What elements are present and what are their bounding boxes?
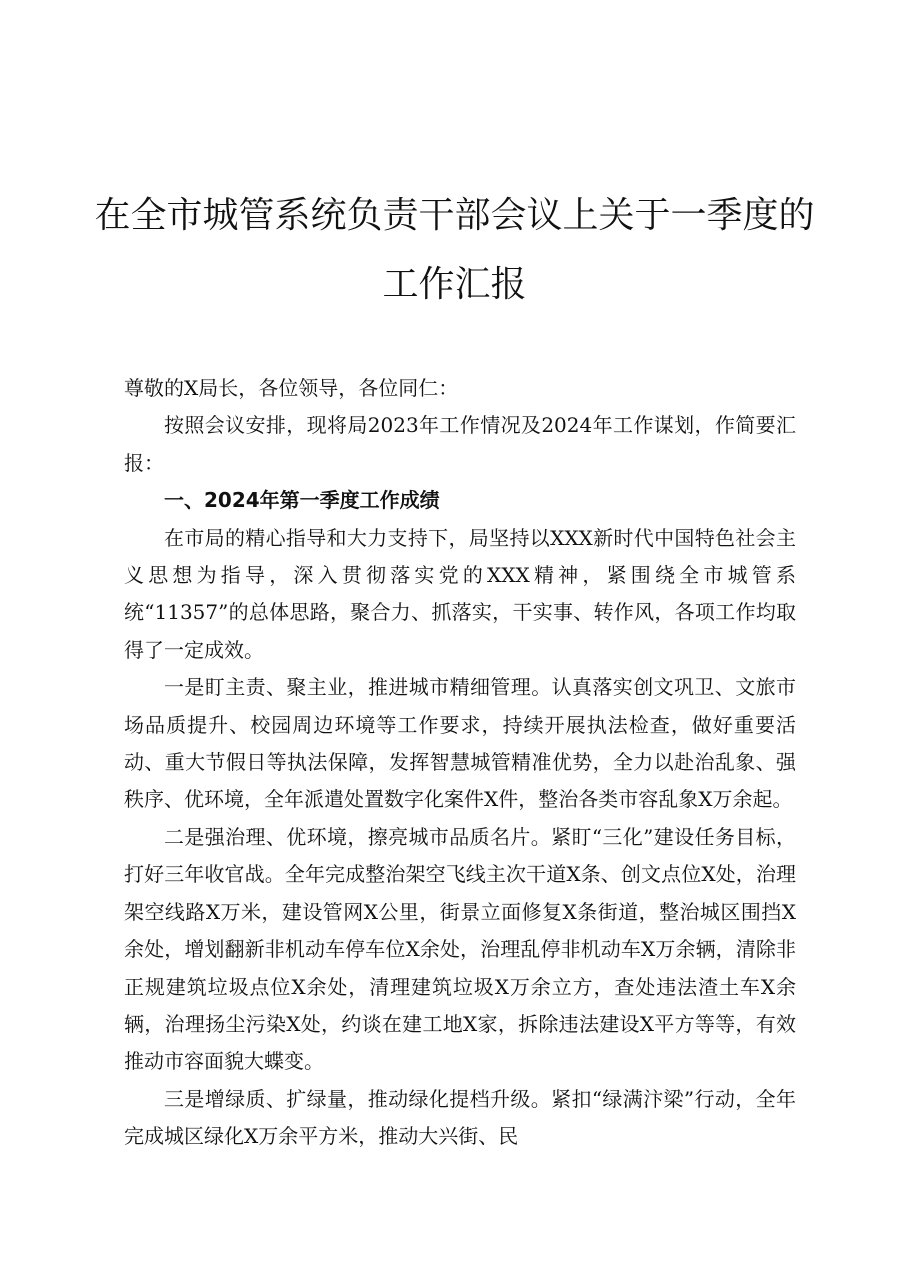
body-paragraph-3: 二是强治理、优环境，擦亮城市品质名片。紧盯“三化”建设任务目标，打好三年收官战。全年完成整治架空飞线主次干道X条、创文点位X处，治理架空线路X万米，建设管网X公里，街景立面修复X条街道，整治城区围挡X余处，增划翻新非机动车停车位X余处，治理乱停非机动车X万余辆，清除非正规建筑垃圾点位X余处，清理建筑垃圾X万余立方，查处违法渣土车X余辆，治理扬尘污染X处，约谈在建工地X家，拆除违法建设X平方等等，有效推动市容面貌大蝶变。 xyxy=(124,824,796,1074)
document-body xyxy=(124,370,796,1156)
body-paragraph-2: 一是盯主责、聚主业，推进城市精细管理。认真落实创文巩卫、文旅市场品质提升、校园周边环境等工作要求，持续开展执法检查，做好重要活动、重大节假日等执法保障，发挥智慧城管精准优势，全力以赴治乱象、强秩序、优环境，全年派遣处置数字化案件X件，整治各类市容乱象X万余起。 xyxy=(124,675,796,812)
section-heading: 一、2024年第一季度工作成绩 xyxy=(164,488,440,513)
document-title-line-2: 工作汇报 xyxy=(382,264,527,305)
intro-paragraph: 按照会议安排，现将局2023年工作情况及2024年工作谋划，作简要汇报： xyxy=(124,413,796,475)
salutation: 尊敬的X局长，各位领导，各位同仁： xyxy=(124,376,459,400)
document-title-line-1: 在全市城管系统负责干部会议上关于一季度的 xyxy=(94,195,815,236)
body-paragraph-4: 三是增绿质、扩绿量，推动绿化提档升级。紧扣“绿满汴梁”行动，全年完成城区绿化X万余平方米，推动大兴街、民 xyxy=(124,1086,796,1149)
body-paragraph-1: 在市局的精心指导和大力支持下，局坚持以XXX新时代中国特色社会主义思想为指导，深入贯彻落实党的XXX精神，紧围绕全市城管系统“11357”的总体思路，聚合力、抓落实，干实事、转作风，各项工作均取得了一定成效。 xyxy=(124,525,796,662)
